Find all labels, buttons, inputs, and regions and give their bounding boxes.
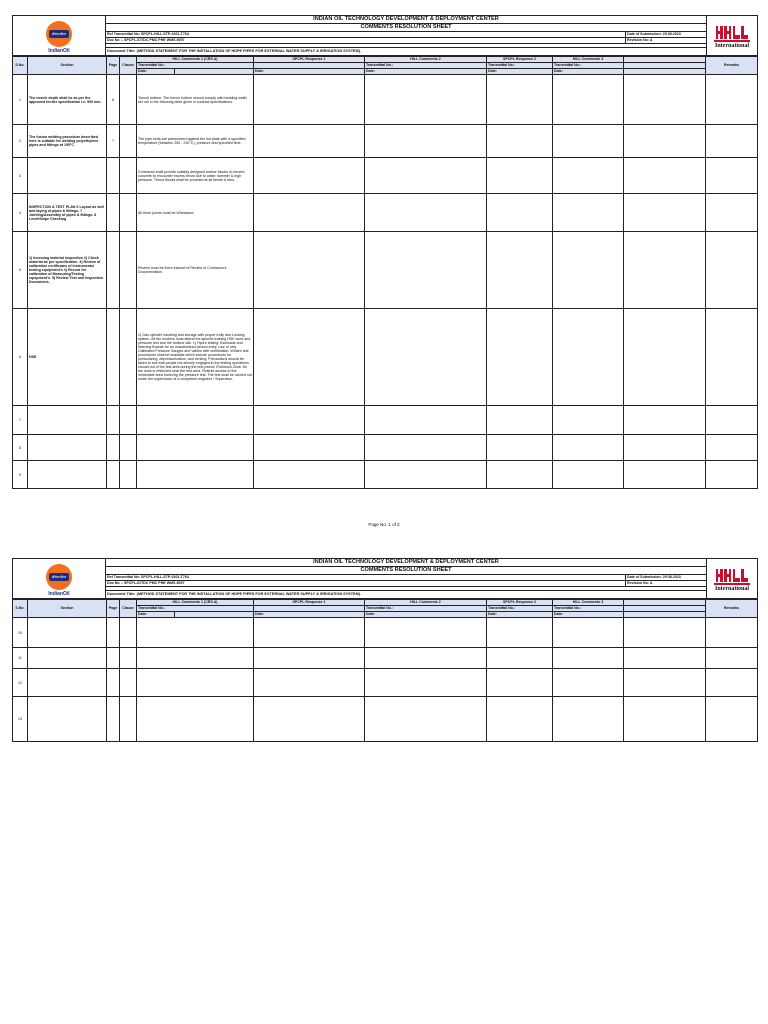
row-hill-comment-2	[365, 406, 487, 435]
row-hill-comment-3	[553, 669, 624, 697]
row-sno: 12	[13, 669, 28, 697]
revision-number: Revision No: A	[626, 581, 707, 587]
row-sno: 1	[13, 75, 28, 125]
row-hill-comment-1	[137, 406, 254, 435]
row-spcpl-response-1	[254, 435, 365, 461]
row-sno: 7	[13, 406, 28, 435]
transmittal-label: Transmittal No.:	[553, 63, 624, 69]
col-spcpl-response-2: SPCPL Response 2	[487, 600, 553, 606]
indianoil-emblem-icon	[46, 21, 72, 47]
indianoil-wordmark: IndianOil	[48, 47, 70, 54]
col-spcpl-response-1: SPCPL Response 1	[254, 600, 365, 606]
row-hill-comment-1	[137, 461, 254, 489]
transmittal-label: Transmittal No.:	[137, 606, 254, 612]
col-section: Section	[28, 57, 107, 75]
transmittal-label: Transmittal No.:	[553, 606, 624, 612]
col-page: Page	[107, 600, 120, 618]
indianoil-emblem-text: इंडियनऑयल	[49, 30, 69, 38]
row-sno: 4	[13, 194, 28, 232]
sheet-title: COMMENTS RESOLUTION SHEET	[106, 567, 707, 575]
row-sno: 3	[13, 158, 28, 194]
row-extra	[624, 435, 706, 461]
row-extra	[624, 697, 706, 742]
row-spcpl-response-2	[487, 309, 553, 406]
row-spcpl-response-1	[254, 125, 365, 158]
row-clause	[120, 618, 137, 648]
row-clause	[120, 158, 137, 194]
row-remarks	[706, 648, 758, 669]
table-row	[13, 75, 758, 125]
row-remarks	[706, 697, 758, 742]
row-spcpl-response-2	[487, 194, 553, 232]
row-remarks	[706, 158, 758, 194]
ref-transmittal: Ref Transmittal No: SPCPL-HILL-STP-0201-T764	[106, 32, 626, 38]
row-spcpl-response-2	[487, 648, 553, 669]
row-hill-comment-2	[365, 461, 487, 489]
transmittal-label: Transmittal No.:	[487, 63, 553, 69]
row-spcpl-response-2	[487, 125, 553, 158]
row-remarks	[706, 309, 758, 406]
row-extra	[624, 618, 706, 648]
hll-emblem-icon	[708, 26, 756, 39]
row-hill-comment-3	[553, 158, 624, 194]
row-hill-comment-3	[553, 309, 624, 406]
row-extra	[624, 232, 706, 309]
row-extra	[624, 461, 706, 489]
row-section	[28, 435, 107, 461]
col-section: Section	[28, 600, 107, 618]
org-title: INDIAN OIL TECHNOLOGY DEVELOPMENT & DEPLOYMENT CENTER	[106, 559, 707, 567]
row-spcpl-response-1	[254, 309, 365, 406]
doc-number: Doc No :- SPCPL-IOTDC PMC PHE WMS 8097	[106, 581, 626, 587]
transmittal-label: Transmittal No.:	[137, 63, 254, 69]
row-extra	[624, 158, 706, 194]
row-section	[28, 648, 107, 669]
hll-wordmark: International	[714, 585, 749, 592]
row-hill-comment-1	[137, 648, 254, 669]
org-title: INDIAN OIL TECHNOLOGY DEVELOPMENT & DEPLOYMENT CENTER	[106, 16, 707, 24]
row-spcpl-response-2	[487, 406, 553, 435]
row-page: 7	[107, 125, 120, 158]
row-remarks	[706, 125, 758, 158]
row-section	[28, 697, 107, 742]
indianoil-emblem-icon	[46, 564, 72, 590]
row-extra	[624, 125, 706, 158]
row-hill-comment-1: Contractor shall provide suitably designed anchor blocks in cement concrete to encounter excess thrust due to water hammer & high pressure. Thrust blocks shall be provided at all bends & tees.	[137, 158, 254, 194]
row-clause	[120, 232, 137, 309]
row-section: 1) Incoming material inspection 2) Check material as per specification. 3) Review of calibration certificates of Instruments/ testing equipment's 4) Record for calibration of Measuring/Testing equipment's. 5) Review Test and Inspection Documents.	[28, 232, 107, 309]
document-title: Document Title: (METHOD STATEMENT FOR THE INSTALLATION OF HDPE PIPES FOR EXTERNAL WATER SUPPLY & IRRIGATION SYSTEM).	[106, 591, 707, 599]
row-remarks	[706, 435, 758, 461]
row-spcpl-response-1	[254, 158, 365, 194]
row-clause	[120, 406, 137, 435]
col-hill-comments-1: HILL Comments 1 (CRS A)	[137, 57, 254, 63]
row-page	[107, 232, 120, 309]
date-label: Date:	[553, 612, 624, 618]
col-spcpl-response-1: SPCPL Response 1	[254, 57, 365, 63]
row-sno: 9	[13, 461, 28, 489]
row-section: HSE	[28, 309, 107, 406]
row-spcpl-response-1	[254, 406, 365, 435]
indianoil-emblem-text: इंडियनऑयल	[49, 573, 69, 581]
submission-date: Date of Submission: 29.08.2023	[626, 32, 707, 38]
row-page	[107, 618, 120, 648]
row-clause	[120, 697, 137, 742]
col-remarks: Remarks	[706, 600, 758, 618]
row-extra	[624, 309, 706, 406]
comments-table	[12, 599, 758, 742]
row-page	[107, 406, 120, 435]
col-page: Page	[107, 57, 120, 75]
row-hill-comment-1: 1) Gas cylinder handling and storage with proper trolly and Locking system. All the workers must attend the specific training HSE work and pressure test and the toolbox talk. 1) Hydro testing: Barricade and Warning Boards for an unauthorized person entry. Use of only Calibrated Pressure Gauges and Valves with certification. Written test procedures shall be available which include procedures for pressurizing, depressurization, and venting. Precautions should be taken to see that people not directly engaged in the testing operations should out of the test area during the test period. Exclusion Zone: All the work is restricted near the test area. Restrict access to the immediate area involving the pressure test. The test shall be carried out under the supervision of a competent engineer / Supervisor.	[137, 309, 254, 406]
row-page	[107, 194, 120, 232]
row-page	[107, 435, 120, 461]
row-sno: 5	[13, 232, 28, 309]
indianoil-logo	[13, 559, 106, 599]
table-row	[13, 618, 758, 648]
row-spcpl-response-1	[254, 194, 365, 232]
row-extra	[624, 669, 706, 697]
row-page	[107, 309, 120, 406]
row-hill-comment-2	[365, 648, 487, 669]
row-section: The fusion welding procedure described here is suitable for welding polyethylene pipes and fittings at 195°C	[28, 125, 107, 158]
row-hill-comment-2	[365, 309, 487, 406]
indianoil-logo	[13, 16, 106, 56]
row-spcpl-response-1	[254, 648, 365, 669]
row-spcpl-response-2	[487, 435, 553, 461]
row-spcpl-response-1	[254, 669, 365, 697]
row-hill-comment-2	[365, 435, 487, 461]
date-label: Date:	[254, 69, 365, 75]
table-row	[13, 406, 758, 435]
row-clause	[120, 648, 137, 669]
row-extra	[624, 406, 706, 435]
row-spcpl-response-2	[487, 158, 553, 194]
row-section	[28, 158, 107, 194]
row-remarks	[706, 232, 758, 309]
row-hill-comment-2	[365, 618, 487, 648]
row-hill-comment-1	[137, 669, 254, 697]
row-spcpl-response-2	[487, 697, 553, 742]
sheet-page-2	[12, 558, 757, 742]
row-hill-comment-1	[137, 697, 254, 742]
document-title: Document Title: (METHOD STATEMENT FOR THE INSTALLATION OF HDPE PIPES FOR EXTERNAL WATER SUPPLY & IRRIGATION SYSTEM).	[106, 48, 707, 56]
indianoil-wordmark: IndianOil	[48, 590, 70, 597]
row-section	[28, 618, 107, 648]
col-sno: S.No.	[13, 600, 28, 618]
col-hill-comments-3: HILL Comments 3	[553, 600, 624, 606]
row-hill-comment-1	[137, 435, 254, 461]
row-hill-comment-1: All three points must be Witnessed.	[137, 194, 254, 232]
row-hill-comment-3	[553, 618, 624, 648]
row-hill-comment-3	[553, 194, 624, 232]
transmittal-label: Transmittal No.:	[487, 606, 553, 612]
row-clause	[120, 194, 137, 232]
row-page	[107, 158, 120, 194]
date-label: Date:	[487, 69, 553, 75]
row-spcpl-response-1	[254, 232, 365, 309]
row-hill-comment-1	[137, 618, 254, 648]
row-hill-comment-1: Trench bottom: The trench bottom should comply with bedding width set out in the following table given in contract specifications.	[137, 75, 254, 125]
row-hill-comment-3	[553, 75, 624, 125]
row-spcpl-response-1	[254, 697, 365, 742]
row-page	[107, 669, 120, 697]
date-label: Date:	[137, 612, 175, 618]
row-clause	[120, 461, 137, 489]
row-hill-comment-2	[365, 75, 487, 125]
row-hill-comment-3	[553, 697, 624, 742]
table-row	[13, 309, 758, 406]
table-row	[13, 125, 758, 158]
sheet-header	[12, 558, 758, 599]
table-row	[13, 435, 758, 461]
table-row	[13, 461, 758, 489]
row-sno: 6	[13, 309, 28, 406]
row-hill-comment-3	[553, 435, 624, 461]
row-remarks	[706, 461, 758, 489]
comments-table	[12, 56, 758, 489]
row-spcpl-response-2	[487, 232, 553, 309]
date-label: Date:	[365, 612, 487, 618]
row-clause	[120, 75, 137, 125]
row-hill-comment-3	[553, 461, 624, 489]
row-sno: 2	[13, 125, 28, 158]
row-sno: 8	[13, 435, 28, 461]
date-label: Date:	[553, 69, 624, 75]
row-hill-comment-2	[365, 697, 487, 742]
row-remarks	[706, 75, 758, 125]
row-sno: 13	[13, 697, 28, 742]
row-hill-comment-1: Review must be there instead of Review of Contractor's Documentation.	[137, 232, 254, 309]
table-row	[13, 158, 758, 194]
row-hill-comment-3	[553, 125, 624, 158]
col-remarks: Remarks	[706, 57, 758, 75]
page-number: Page No. 1 of 2	[368, 522, 400, 527]
row-hill-comment-3	[553, 406, 624, 435]
row-clause	[120, 669, 137, 697]
revision-number: Revision No: A	[626, 38, 707, 44]
row-clause	[120, 125, 137, 158]
col-clause: Clause	[120, 600, 137, 618]
doc-number: Doc No :- SPCPL-IOTDC PMC PHE WMS 8097	[106, 38, 626, 44]
row-extra	[624, 75, 706, 125]
transmittal-label: Transmittal No.:	[365, 606, 487, 612]
row-spcpl-response-2	[487, 669, 553, 697]
row-section: INSPECTION & TEST PLAN 6 Layout as well and laying of pipes & fittings. 7 Jointing/Assembly of pipes & fittings. 8 Level/Slope Checking	[28, 194, 107, 232]
col-spcpl-response-2: SPCPL Response 2	[487, 57, 553, 63]
row-extra	[624, 648, 706, 669]
row-spcpl-response-1	[254, 618, 365, 648]
hll-logo	[707, 559, 758, 599]
row-remarks	[706, 669, 758, 697]
row-hill-comment-3	[553, 232, 624, 309]
row-hill-comment-1: The pipe ends are pressurized against the hot plate with a specified temperature (between 200 - 230°C), pressure and specified time.	[137, 125, 254, 158]
date-label: Date:	[137, 69, 175, 75]
date-label: Date:	[254, 612, 365, 618]
row-remarks	[706, 618, 758, 648]
row-sno: 11	[13, 648, 28, 669]
row-page	[107, 461, 120, 489]
table-row	[13, 669, 758, 697]
row-spcpl-response-1	[254, 75, 365, 125]
row-section	[28, 461, 107, 489]
date-label: Date:	[365, 69, 487, 75]
row-sno: 10	[13, 618, 28, 648]
submission-date: Date of Submission: 29.08.2023	[626, 575, 707, 581]
row-hill-comment-3	[553, 648, 624, 669]
row-page	[107, 648, 120, 669]
row-page	[107, 697, 120, 742]
row-hill-comment-2	[365, 669, 487, 697]
sheet-header	[12, 15, 758, 56]
row-spcpl-response-2	[487, 618, 553, 648]
row-section	[28, 669, 107, 697]
row-hill-comment-2	[365, 232, 487, 309]
row-section: The trench depth shall be as per the approved tender specification i.e. 900 mm.	[28, 75, 107, 125]
ref-transmittal: Ref Transmittal No: SPCPL-HILL-STP-0201-T764	[106, 575, 626, 581]
row-hill-comment-2	[365, 125, 487, 158]
col-hill-comments-1: HILL Comments 1 (CRS A)	[137, 600, 254, 606]
row-spcpl-response-1	[254, 461, 365, 489]
sheet-title: COMMENTS RESOLUTION SHEET	[106, 24, 707, 32]
col-sno: S.No.	[13, 57, 28, 75]
row-spcpl-response-2	[487, 461, 553, 489]
row-remarks	[706, 406, 758, 435]
row-page: 6	[107, 75, 120, 125]
date-label: Date:	[487, 612, 553, 618]
hll-emblem-icon	[708, 569, 756, 582]
row-remarks	[706, 194, 758, 232]
col-hill-comments-3: HILL Comments 3	[553, 57, 624, 63]
row-hill-comment-2	[365, 158, 487, 194]
row-section	[28, 406, 107, 435]
hll-logo	[707, 16, 758, 56]
row-spcpl-response-2	[487, 75, 553, 125]
table-row	[13, 232, 758, 309]
col-hill-comments-2: HILL Comments 2	[365, 57, 487, 63]
row-hill-comment-2	[365, 194, 487, 232]
row-clause	[120, 309, 137, 406]
transmittal-label: Transmittal No.:	[365, 63, 487, 69]
table-row	[13, 648, 758, 669]
row-extra	[624, 194, 706, 232]
col-clause: Clause	[120, 57, 137, 75]
table-row	[13, 194, 758, 232]
sheet-page-1	[12, 15, 757, 489]
hll-wordmark: International	[714, 42, 749, 49]
row-clause	[120, 435, 137, 461]
table-row	[13, 697, 758, 742]
col-hill-comments-2: HILL Comments 2	[365, 600, 487, 606]
